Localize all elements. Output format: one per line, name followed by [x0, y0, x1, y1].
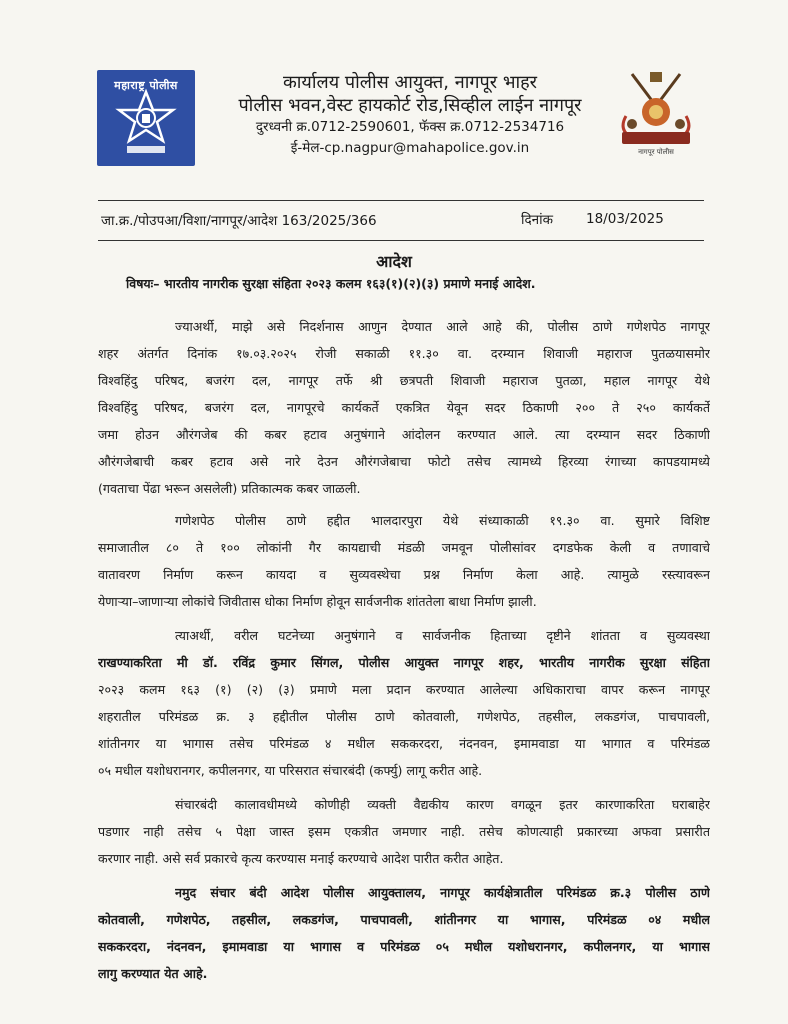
- body-line: करणार नाही. असे सर्व प्रकारचे कृत्य करण्यास मनाई करण्याचे आदेश पारीत करीत आहेत.: [98, 851, 504, 866]
- body-line: (गवताचा पेंढा भरून असलेली) प्रतिकात्मक कबर जाळली.: [98, 481, 361, 496]
- body-line: वातावरण निर्माण करून कायदा व सुव्यवस्थेचा प्रश्न निर्माण केला आहे. त्यामुळे रस्त्यावरून: [98, 567, 710, 582]
- body-line: त्याअर्थी, वरील घटनेच्या अनुषंगाने व सार्वजनीक हिताच्या दृष्टीने शांतता व सुव्यवस्था: [175, 628, 710, 643]
- body-line: राखण्याकरिता मी डॉ. रविंद्र कुमार सिंगल, पोलीस आयुक्त नागपूर शहर, भारतीय नागरीक सुरक्षा संहिता: [98, 655, 710, 670]
- body-line: शहर अंतर्गत दिनांक १७.०३.२०२५ रोजी सकाळी ११.३० वा. दरम्यान शिवाजी महाराज पुतळयासमोर: [98, 346, 710, 361]
- order-subject: विषयः– भारतीय नागरीक सुरक्षा संहिता २०२३ कलम १६३(१)(२)(३) प्रमाणे मनाई आदेश.: [126, 276, 536, 291]
- body-line: सककरदरा, नंदनवन, इमामवाडा या भागास व परिमंडळ ०५ मधील यशोधरानगर, कपीलनगर, या भागास: [98, 939, 710, 954]
- body-line: पडणार नाही तसेच ५ पेक्षा जास्त इसम एकत्रीत जमणार नाही. तसेच कोणत्याही प्रकारच्या अफवा प्रसारीत: [98, 824, 710, 839]
- body-line: शांतीनगर या भागास तसेच परिमंडळ ४ मधील सककरदरा, नंदनवन, इमामवाडा या भागात व परिमंडळ: [98, 736, 710, 751]
- body-line: ज्याअर्थी, माझे असे निदर्शनास आणुन देण्यात आले आहे की, पोलीस ठाणे गणेशपेठ नागपूर: [175, 319, 710, 334]
- reference-number: जा.क्र./पोउपआ/विशा/नागपूर/आदेश 163/2025/366: [101, 213, 377, 229]
- office-address: पोलीस भवन,वेस्ट हायकोर्ट रोड,सिव्हील लाईन नागपूर: [238, 95, 582, 116]
- date-value: 18/03/2025: [586, 211, 664, 227]
- body-line: नमुद संचार बंदी आदेश पोलीस आयुक्तालय, नागपूर कार्यक्षेत्रातील परिमंडळ क्र.३ पोलीस ठाणे: [175, 885, 710, 900]
- body-line: २०२३ कलम १६३ (१) (२) (३) प्रमाणे मला प्रदान करण्यात आलेल्या अधिकाराचा वापर करून नागपूर: [98, 682, 710, 697]
- body-line: ०५ मधील यशोधरानगर, कपीलनगर, या परिसरात संचारबंदी (कर्फ्यु) लागू करीत आहे.: [98, 763, 483, 778]
- body-line: विश्वहिंदु परिषद, बजरंग दल, नागपूरचे कार्यकर्ते एकत्रित येवून सदर ठिकाणी २०० ते २५० कार्यकर्ते: [98, 400, 710, 415]
- body-line: विश्वहिंदु परिषद, बजरंग दल, नागपूर तर्फे श्री छत्रपती शिवाजी महाराज पुतळा, महाल नागपूर येथे: [98, 373, 710, 388]
- divider: [98, 240, 704, 241]
- body-line: लागु करण्यात येत आहे.: [98, 966, 208, 981]
- body-line: शहरातील परिमंडळ क्र. ३ हद्दीतील पोलीस ठाणे कोतवाली, गणेशपेठ, तहसील, लकडगंज, पाचपावली,: [98, 709, 710, 724]
- body-line: जमा होउन औरंगजेब की कबर हटाव अनुषंगाने आंदोलन करण्यात आले. त्या दरम्यान सदर ठिकाणी: [98, 427, 710, 442]
- order-title: आदेश: [376, 252, 412, 271]
- office-phone-fax: दुरध्वनी क्र.0712-2590601, फॅक्स क्र.0712-2534716: [255, 119, 565, 135]
- logo-left-text: महाराष्ट्र पोलीस: [114, 79, 178, 92]
- body-line: गणेशपेठ पोलीस ठाणे हद्दीत भालदारपुरा येथे संध्याकाळी १९.३० वा. सुमारे विशिष्ट: [175, 513, 710, 528]
- nagpur-police-emblem: [612, 66, 700, 168]
- maharashtra-police-logo: [97, 70, 195, 166]
- body-line: औरंगजेबाची कबर हटाव असे नारे देउन औरंगजेबाचा फोटो तसेच त्यामध्ये हिरव्या रंगाच्या कापडयामध्ये: [98, 454, 710, 469]
- body-line: समाजातील ८० ते १०० लोकांनी गैर कायद्याची मंडळी जमवून पोलीसांवर दगडफेक केली व तणावाचे: [98, 540, 710, 555]
- office-email: ई-मेल-cp.nagpur@mahapolice.gov.in: [290, 140, 530, 156]
- body-line: येणाऱ्या–जाणाऱ्या लोकांचे जिवीतास धोका निर्माण होवून सार्वजनीक शांततेला बाधा निर्माण झाली.: [98, 594, 537, 609]
- office-name: कार्यालय पोलीस आयुक्त, नागपूर भाहर: [282, 72, 538, 93]
- police-star-icon: [97, 70, 195, 166]
- emblem-caption: नागपूर पोलीस: [638, 148, 674, 156]
- divider: [98, 200, 704, 201]
- body-line: कोतवाली, गणेशपेठ, तहसील, लकडगंज, पाचपावली, शांतीनगर या भागास, परिमंडळ ०४ मधील: [98, 912, 710, 927]
- body-line: संचारबंदी कालावधीमध्ये कोणीही व्यक्ती वैद्यकीय कारण वगळून इतर कारणाकरिता घराबाहेर: [175, 797, 710, 812]
- date-label: दिनांक: [521, 212, 554, 228]
